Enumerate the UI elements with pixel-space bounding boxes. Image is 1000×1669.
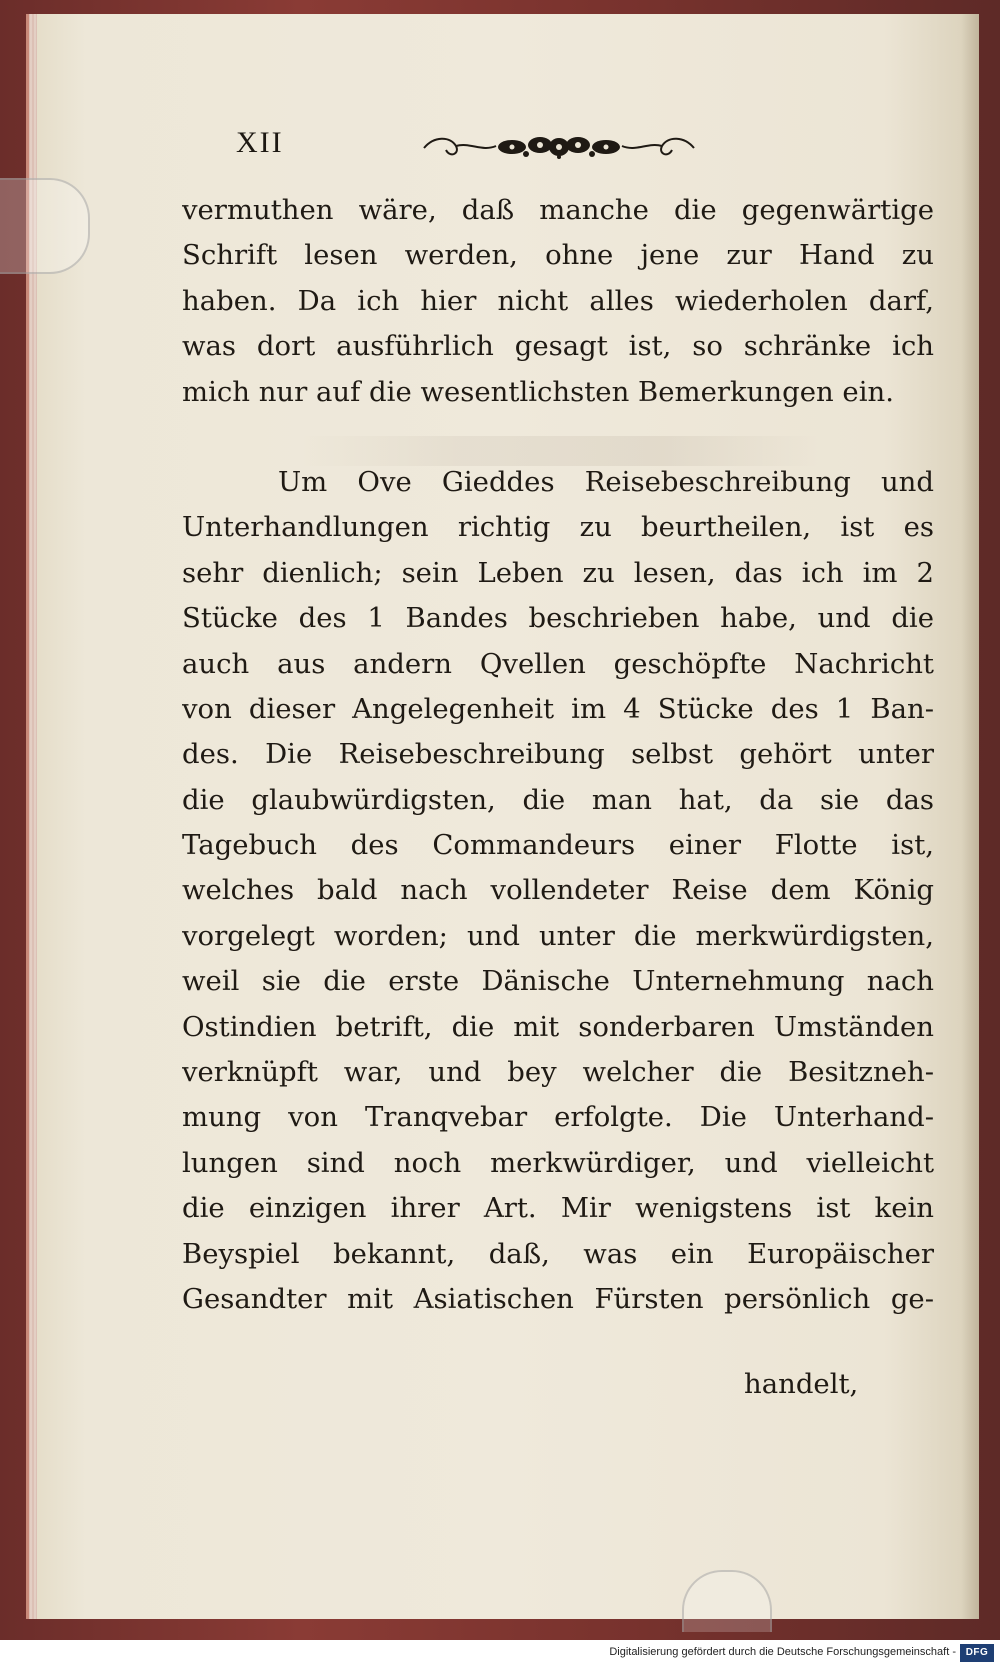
paragraph-break [182,415,934,460]
catchword: handelt, [744,1368,859,1400]
gutter-shadow [961,14,979,1619]
page-number: XII [236,126,284,159]
floral-vignette-icon [420,134,698,160]
text-line: weil sie die erste Dänische Unternehmung nach [182,965,934,998]
funding-credit: Digitalisierung gefördert durch die Deutsche Forschungsgemeinschaft - [609,1646,956,1658]
footer-bar [0,1640,1000,1669]
text-line: verknüpft war, und bey welcher die Besitzneh- [182,1056,934,1089]
text-line: auch aus andern Qvellen geschöpfte Nachricht [182,647,934,680]
text-line: lungen sind noch merkwürdiger, und vielleicht [182,1146,934,1179]
text-line: Um Ove Gieddes Reisebeschreibung und [278,465,934,498]
text-line: Gesandter mit Asiatischen Fürsten persönlich ge- [182,1282,934,1315]
text-line: die glaubwürdigsten, die man hat, da sie das [182,783,934,816]
text-line: Tagebuch des Commandeurs einer Flotte ist, [182,829,934,862]
text-line: vorgelegt worden; und unter die merkwürdigsten, [182,919,934,952]
text-line: sehr dienlich; sein Leben zu lesen, das ich im 2 [182,556,934,589]
page-header [224,118,724,168]
page-body-text [182,188,934,1322]
text-line: Stücke des 1 Bandes beschrieben habe, und die [182,602,934,635]
text-line: des. Die Reisebeschreibung selbst gehört unter [182,738,934,771]
dfg-logo-icon: DFG [960,1644,994,1662]
text-line: von dieser Angelegenheit im 4 Stücke des 1 Ban- [182,692,934,725]
text-line: Schrift lesen werden, ohne jene zur Hand zu [182,239,934,272]
text-line: vermuthen wäre, daß manche die gegenwärtige [182,194,934,226]
clip-marker-left [0,178,90,274]
text-line: Ostindien betrift, die mit sonderbaren Umständen [182,1010,934,1043]
text-line: mich nur auf die wesentlichsten Bemerkungen ein. [182,375,894,408]
text-line: die einzigen ihrer Art. Mir wenigstens ist kein [182,1192,934,1225]
text-line: was dort ausführlich gesagt ist, so schränke ich [182,330,934,363]
text-line: mung von Tranqvebar erfolgte. Die Unterhand- [182,1101,934,1134]
text-line: welches bald nach vollendeter Reise dem König [182,874,934,907]
text-line: Unterhandlungen richtig zu beurtheilen, ist es [182,511,934,544]
text-line: Beyspiel bekannt, daß, was ein Europäischer [182,1237,934,1270]
text-line: haben. Da ich hier nicht alles wiederholen darf, [182,284,934,317]
clip-marker-bottom [682,1570,772,1632]
